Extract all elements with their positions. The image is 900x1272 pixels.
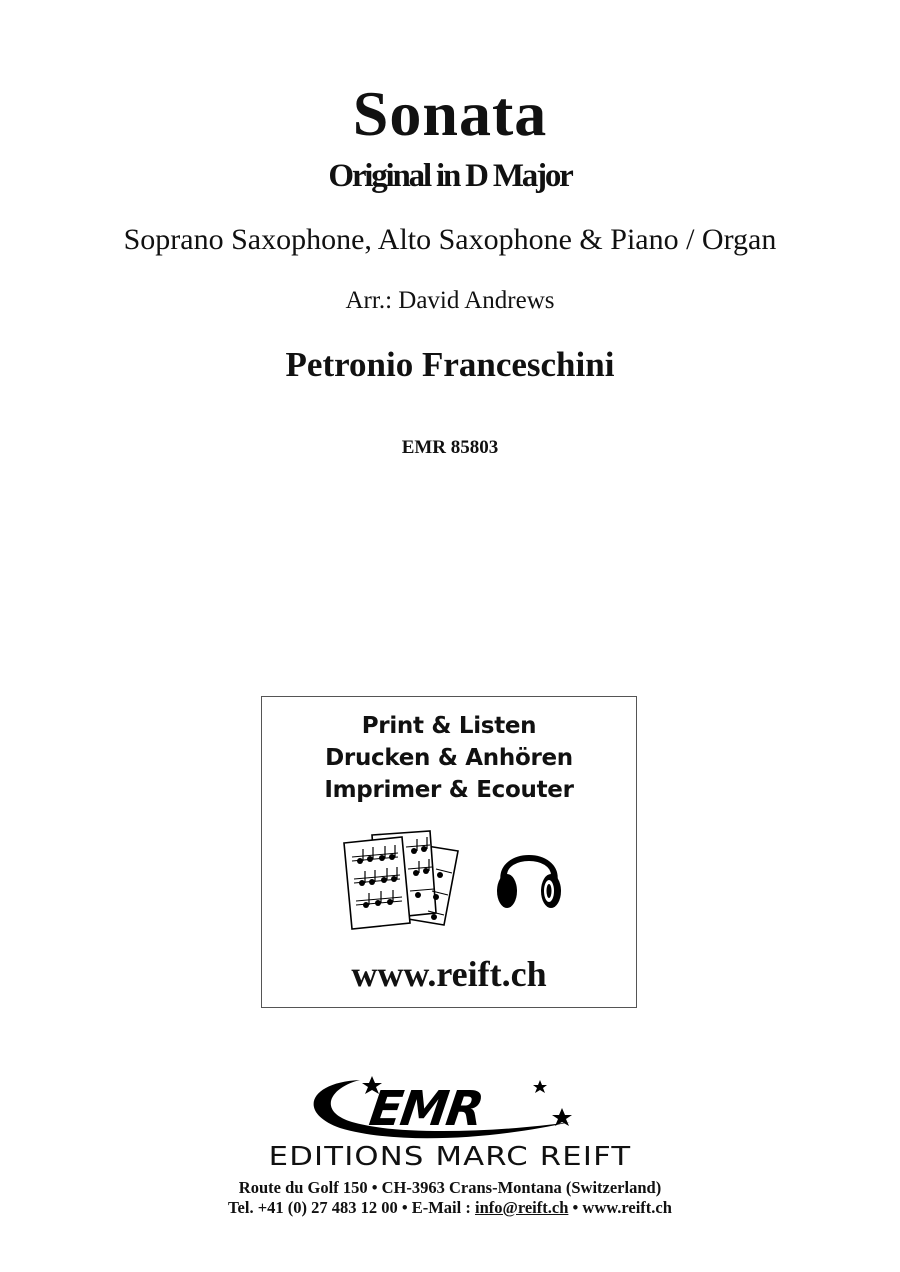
promo-line-german: Drucken & Anhören xyxy=(325,745,573,771)
subtitle: Original in D Major xyxy=(328,158,572,194)
title: Sonata xyxy=(352,78,548,149)
sheet-music-icon xyxy=(340,829,470,931)
promo-line-french: Imprimer & Ecouter xyxy=(324,777,574,803)
promo-line-english: Print & Listen xyxy=(361,713,537,739)
emr-logo-text: EMR xyxy=(366,1081,486,1137)
catalog-number: EMR 85803 xyxy=(401,437,499,458)
print-and-listen-box xyxy=(261,696,637,1008)
email-link[interactable]: info@reift.ch xyxy=(474,1198,569,1217)
composer: Petronio Franceschini xyxy=(285,345,615,384)
contact-website[interactable]: • www.reift.ch xyxy=(568,1198,672,1217)
headphones-icon xyxy=(494,837,564,917)
publisher-contact xyxy=(0,1198,900,1218)
publisher-name: EDITIONS MARC REIFT xyxy=(268,1142,632,1172)
instrumentation: Soprano Saxophone, Alto Saxophone & Piano / Organ xyxy=(123,223,777,256)
contact-phone: Tel. +41 (0) 27 483 12 00 • E-Mail : xyxy=(228,1198,475,1217)
arranger: Arr.: David Andrews xyxy=(345,287,555,314)
promo-website[interactable]: www.reift.ch xyxy=(351,954,547,994)
publisher-address: Route du Golf 150 • CH-3963 Crans-Montana (Switzerland) xyxy=(238,1178,662,1197)
